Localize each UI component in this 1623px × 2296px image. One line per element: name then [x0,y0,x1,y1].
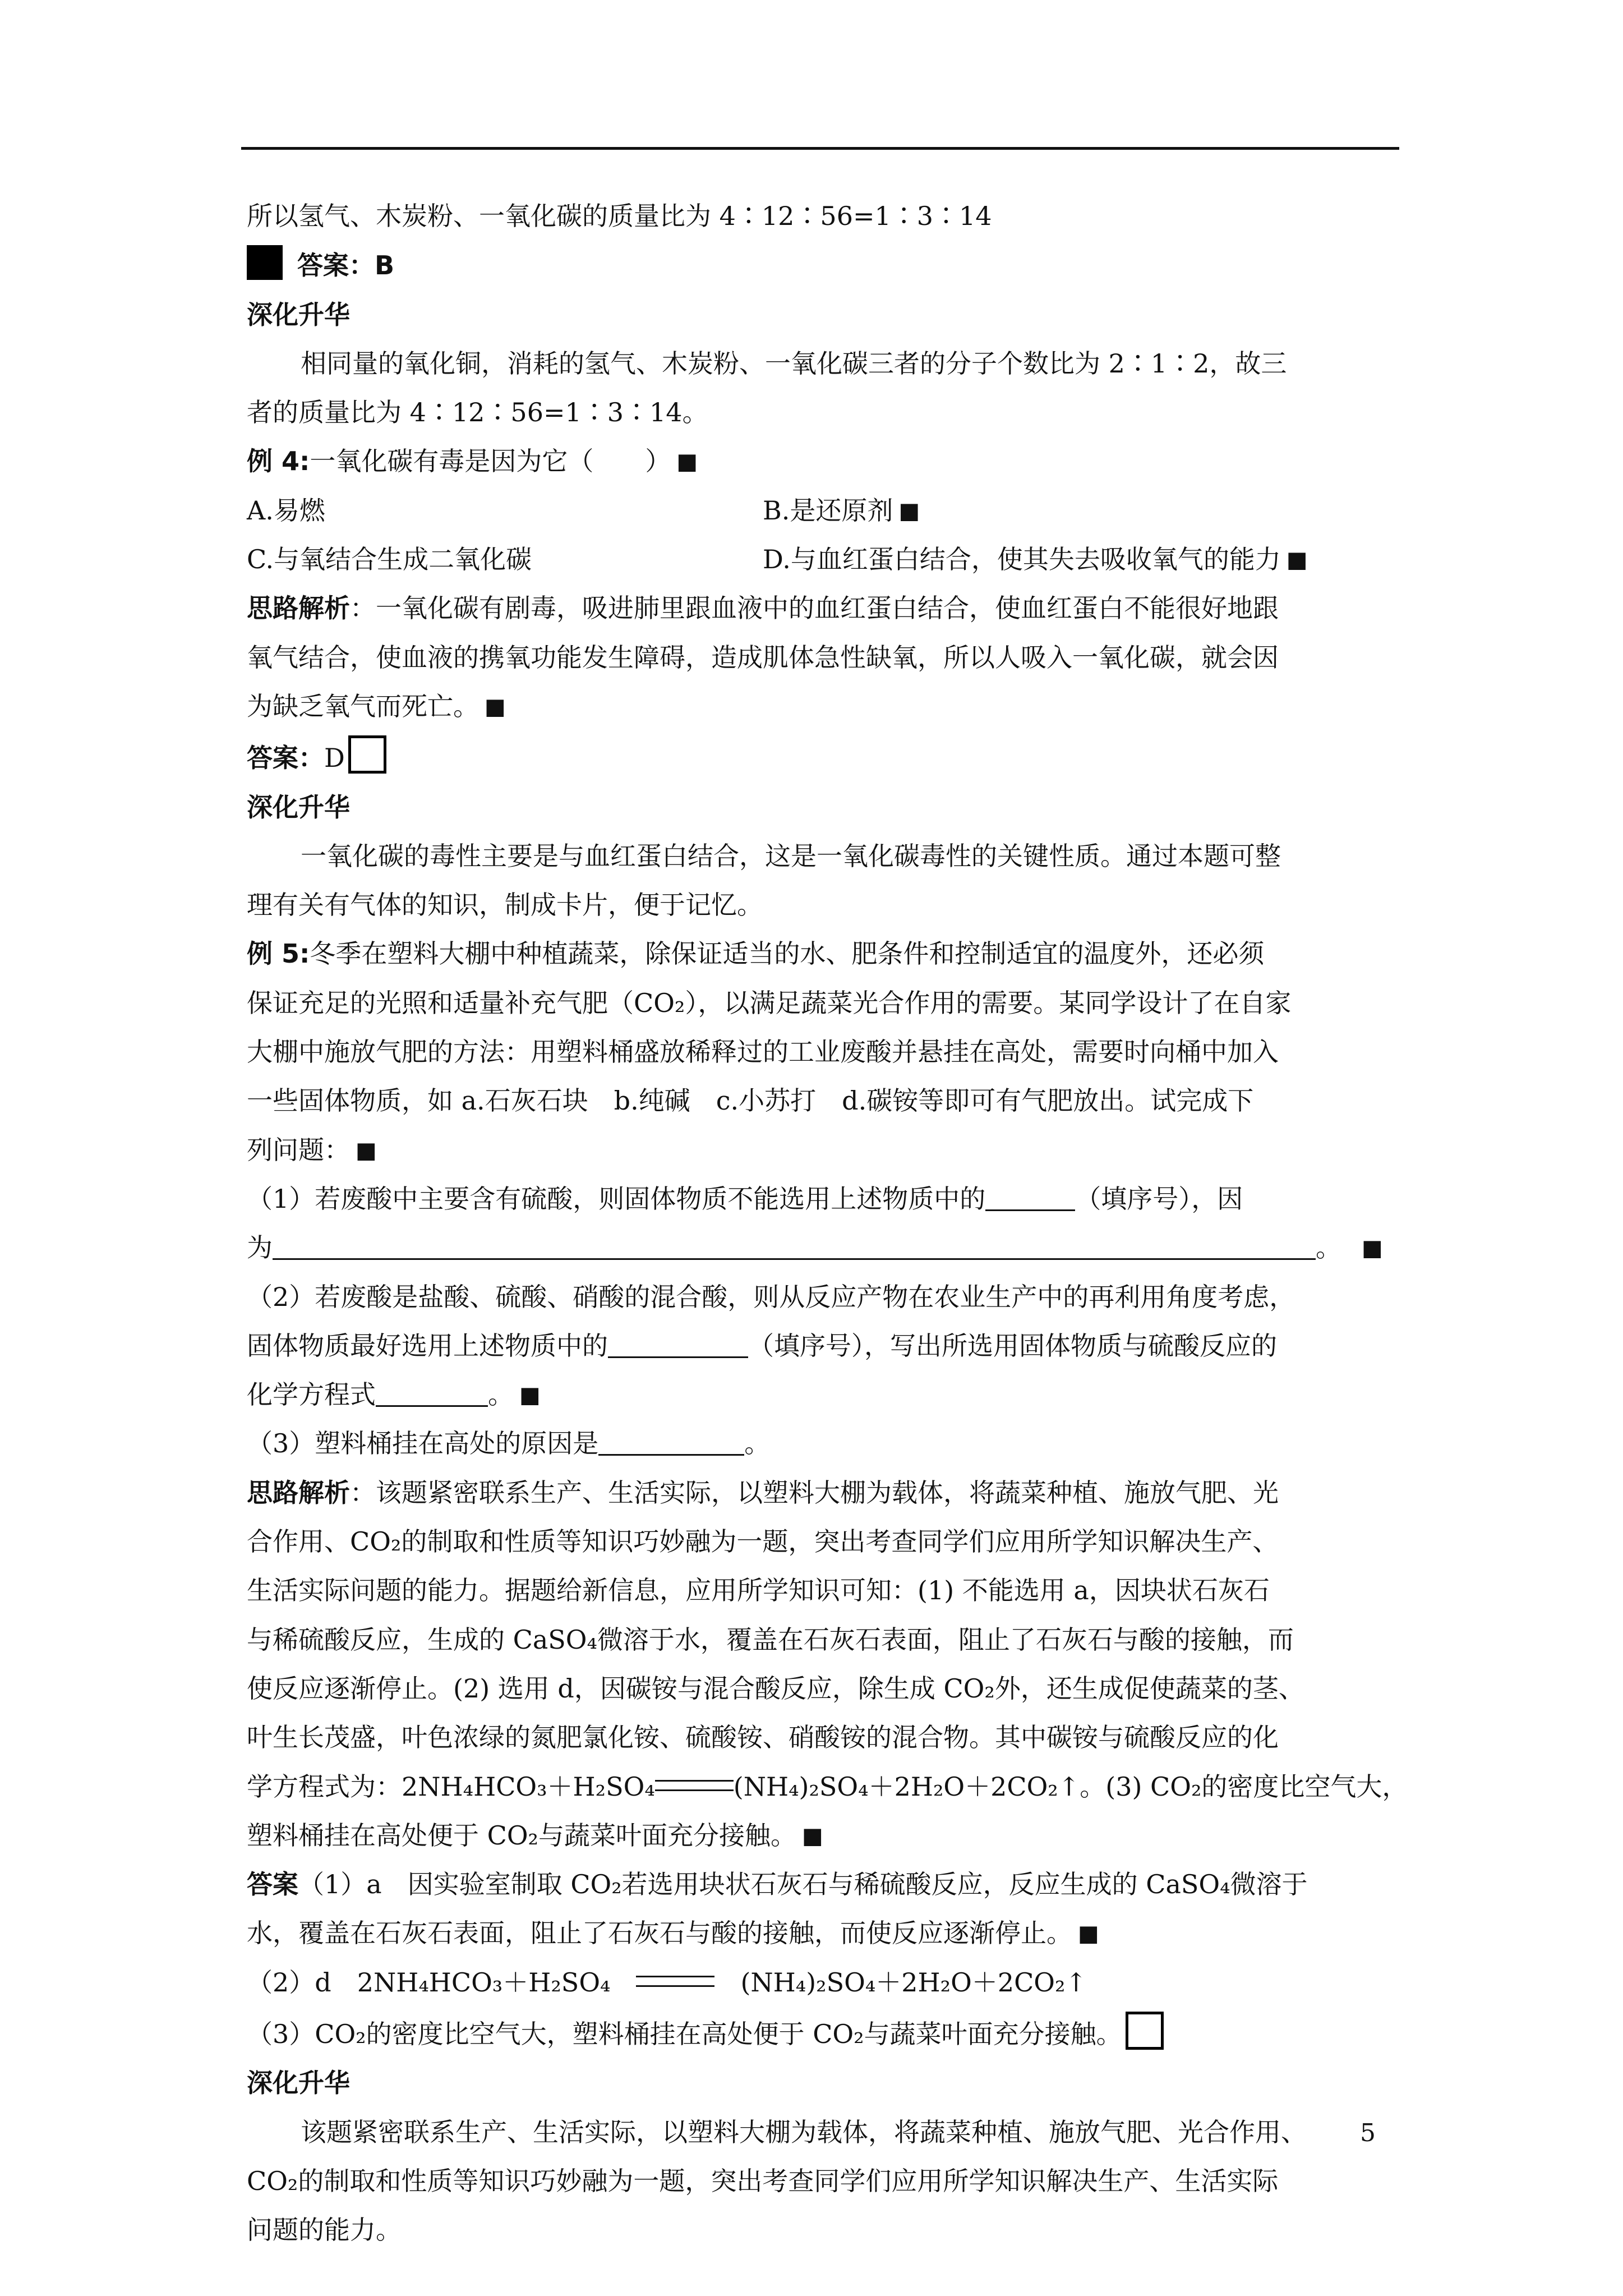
square-marker-icon: ■ [898,498,920,524]
analysis-line: 为缺乏氧气而死亡。 ■ [247,687,1391,726]
square-marker-icon: ■ [1286,547,1308,573]
analysis-label: 思路解析 [247,1477,350,1508]
section-heading: 深化升华 [247,2068,350,2099]
example-5-line: 大棚中施放气肥的方法：用塑料桶盛放稀释过的工业废酸并悬挂在高处，需要时向桶中加入 [247,1037,1279,1068]
paragraph-line: 该题紧密联系生产、生活实际，以塑料大棚为载体，将蔬菜种植、施放气肥、光合作用、 [301,2116,1307,2147]
question-text: 一氧化碳有毒是因为它（ ） [310,446,671,477]
analysis-line: 学方程式为：2NH₄HCO₃＋H₂SO₄ (NH₄)₂SO₄＋2H₂O＋2CO₂↑。(3) CO₂的密度比空气大， [247,1771,1408,1802]
square-marker-icon: ■ [356,1137,377,1163]
example-5-line: 例 5:冬季在塑料大棚中种植蔬菜，除保证适当的水、肥条件和控制适宜的温度外，还必须 [247,938,1265,969]
answer-blank [608,1332,748,1358]
square-marker-icon: ■ [519,1382,541,1409]
example-5-line: 一些固体物质，如 a.石灰石块 b.纯碱 c.小苏打 d.碳铵等即可有气肥放出。试完成下 [247,1085,1254,1116]
square-marker-icon: ■ [1362,1235,1383,1262]
example-label: 例 5: [247,938,310,969]
page-number: 5 [1360,2119,1376,2147]
question-2-line: （2）若废酸是盐酸、硫酸、硝酸的混合酸，则从反应产物在农业生产中的再利用角度考虑， [247,1281,1295,1312]
black-box-mark [247,245,283,280]
empty-box-mark [348,735,386,774]
example-label: 例 4: [247,446,310,477]
option-d: D.与血红蛋白结合，使其失去吸收氧气的能力 ■ [763,540,1391,579]
paragraph-line: 者的质量比为 4∶12∶56=1∶3∶14。 [247,397,708,428]
square-marker-icon: ■ [485,693,506,720]
option-c: C.与氧结合生成二氧化碳 [247,544,532,575]
square-marker-icon: ■ [801,1823,823,1849]
paragraph-line: 理有关有气体的知识，制成卡片，便于记忆。 [247,890,763,921]
paragraph-line: 相同量的氧化铜，消耗的氢气、木炭粉、一氧化碳三者的分子个数比为 2∶1∶2，故三 [301,348,1287,379]
answer-value: D [324,743,345,774]
analysis-line: 塑料桶挂在高处便于 CO₂与蔬菜叶面充分接触。 ■ [247,1816,1391,1856]
answer-label: 答案：B [297,250,395,281]
question-3-line: （3）塑料桶挂在高处的原因是 。 [247,1428,771,1459]
answer-5-line: 答案（1）a 因实验室制取 CO₂若选用块状石灰石与稀硫酸反应，反应生成的 CaSO₄微溶于 [247,1869,1308,1900]
equals-sign [655,1780,734,1791]
analysis-line: 生活实际问题的能力。据题给新信息，应用所学知识可知：(1) 不能选用 a，因块状石灰石 [247,1575,1270,1606]
analysis-label: 思路解析 [247,593,350,624]
mass-ratio-line: 所以氢气、木炭粉、一氧化碳的质量比为 4∶12∶56=1∶3∶14 [247,201,992,231]
answer-4 [247,735,1391,778]
analysis-line: 使反应逐渐停止。(2) 选用 d，因碳铵与混合酸反应，除生成 CO₂外，还生成促使蔬菜的茎、 [247,1673,1304,1704]
option-a: A.易燃 [247,495,325,526]
analysis-line: 思路解析：一氧化碳有剧毒，吸进肺里跟血液中的血红蛋白结合，使血红蛋白不能很好地跟 [247,593,1279,624]
analysis-line: 思路解析：该题紧密联系生产、生活实际，以塑料大棚为载体，将蔬菜种植、施放气肥、光 [247,1477,1279,1508]
equals-sign [636,1976,714,1987]
answer-5-line: （3）CO₂的密度比空气大，塑料桶挂在高处便于 CO₂与蔬菜叶面充分接触。 [247,2012,1391,2054]
analysis-line: 氧气结合，使血液的携氧功能发生障碍，造成肌体急性缺氧，所以人吸入一氧化碳，就会因 [247,642,1279,673]
example-4-question [247,441,1391,481]
analysis-line: 叶生长茂盛，叶色浓绿的氮肥氯化铵、硫酸铵、硝酸铵的混合物。其中碳铵与硫酸反应的化 [247,1722,1279,1753]
page-content [247,196,1408,2259]
answer-blank [273,1234,1316,1260]
example-5-line: 保证充足的光照和适量补充气肥（CO₂），以满足蔬菜光合作用的需要。某同学设计了在自家 [247,987,1292,1018]
question-1-line: （1）若废酸中主要含有硫酸，则固体物质不能选用上述物质中的 （填序号），因 [247,1183,1243,1214]
options-grid [247,491,1391,580]
question-2-line: 固体物质最好选用上述物质中的 （填序号），写出所选用固体物质与硫酸反应的 [247,1330,1277,1361]
answer-blank [376,1381,488,1407]
answer-line [247,245,1391,286]
example-5-line: 列问题： ■ [247,1130,1391,1170]
header-rule [241,147,1399,150]
square-marker-icon: ■ [1078,1921,1099,1947]
paragraph-line: 问题的能力。 [247,2215,402,2246]
square-marker-icon: ■ [676,449,698,475]
paragraph-line: 一氧化碳的毒性主要是与血红蛋白结合，这是一氧化碳毒性的关键性质。通过本题可整 [301,840,1281,871]
paragraph-line: CO₂的制取和性质等知识巧妙融为一题，突出考查同学们应用所学知识解决生产、生活实际 [247,2165,1279,2196]
option-b: B.是还原剂 ■ [763,491,1391,531]
answer-label: 答案 [247,1869,298,1900]
question-1-line: 为 。 ■ [247,1228,1391,1268]
section-heading: 深化升华 [247,299,350,330]
section-heading: 深化升华 [247,792,350,822]
answer-5-line: 水，覆盖在石灰石表面，阻止了石灰石与酸的接触，而使反应逐渐停止。 ■ [247,1913,1391,1953]
empty-box-mark [1126,2012,1164,2050]
question-2-line: 化学方程式 。 ■ [247,1375,1391,1415]
analysis-line: 与稀硫酸反应，生成的 CaSO₄微溶于水，覆盖在石灰石表面，阻止了石灰石与酸的接触，而 [247,1624,1294,1655]
analysis-line: 合作用、CO₂的制取和性质等知识巧妙融为一题，突出考查同学们应用所学知识解决生产、 [247,1526,1279,1557]
answer-blank [598,1429,744,1456]
answer-label: 答案： [247,743,324,774]
answer-blank [985,1185,1075,1211]
answer-5-line: （2）d 2NH₄HCO₃＋H₂SO₄ (NH₄)₂SO₄＋2H₂O＋2CO₂↑ [247,1967,1087,1998]
